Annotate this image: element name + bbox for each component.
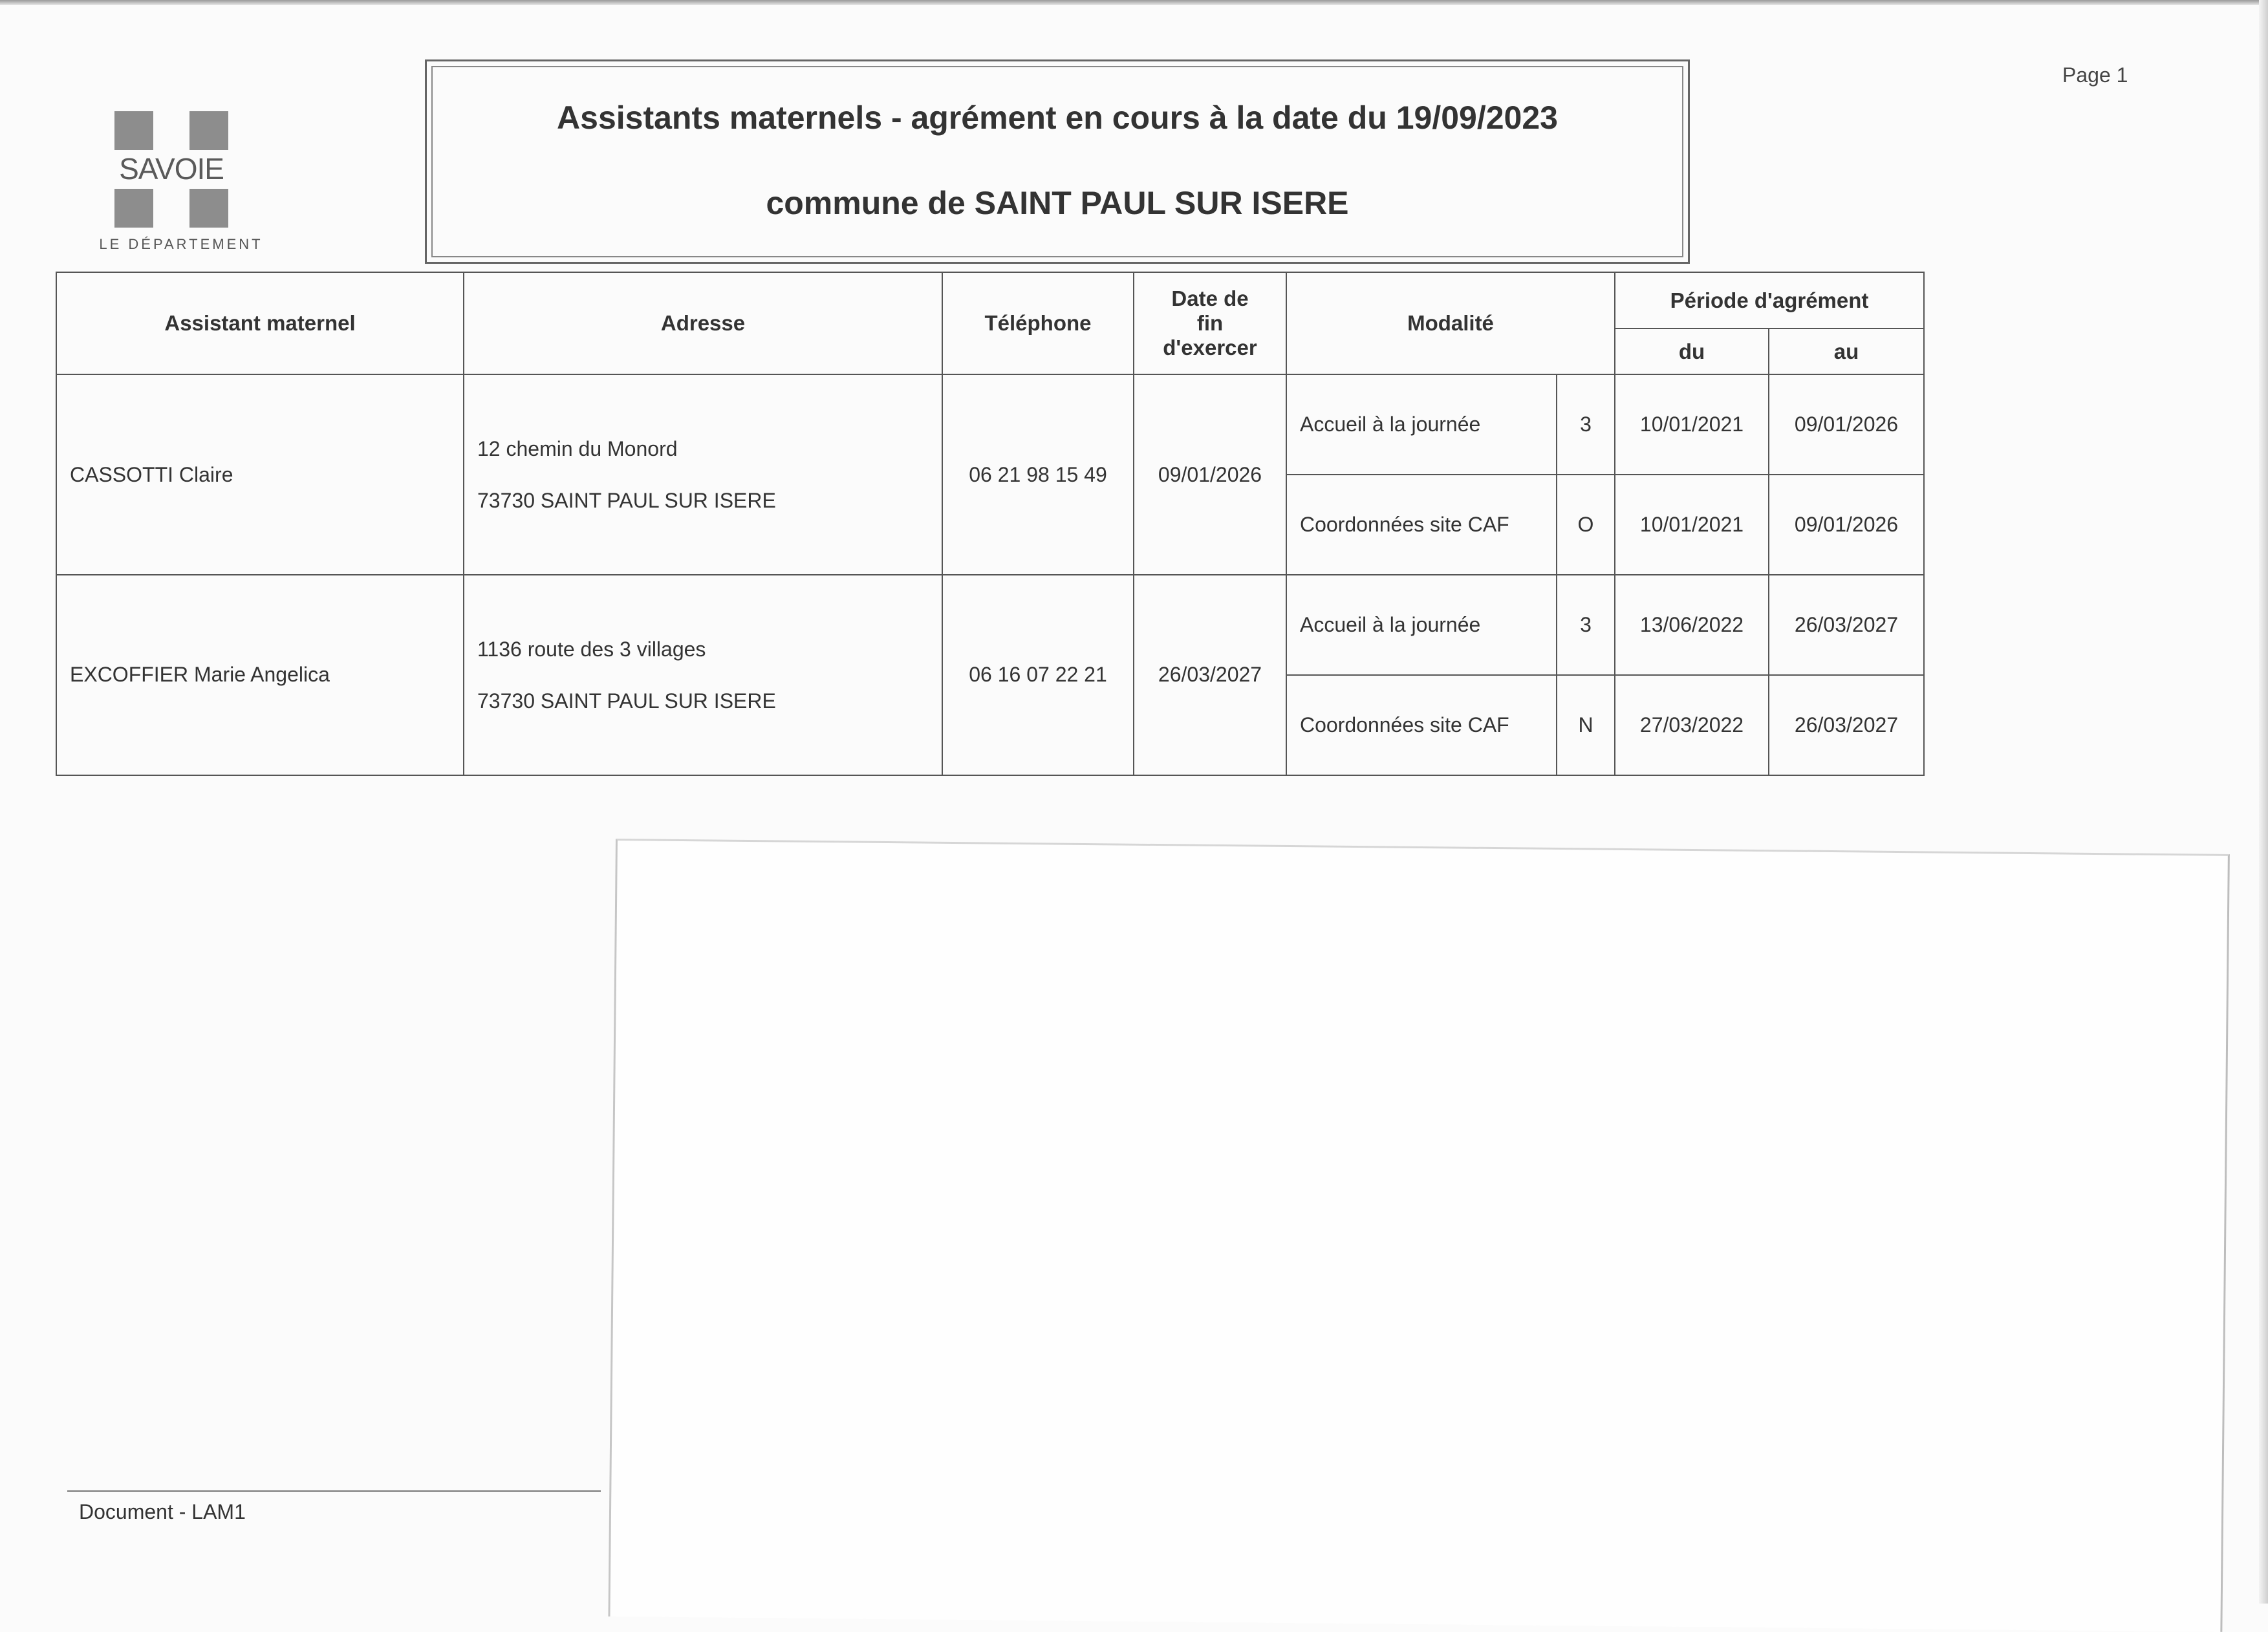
document-title: Assistants maternels - agrément en cours à la date du 19/09/2023	[557, 100, 1558, 136]
table-row	[56, 374, 1924, 475]
period-start: 27/03/2022	[1615, 675, 1769, 775]
modalite-label: Accueil à la journée	[1286, 575, 1557, 675]
address-line-2: 73730 SAINT PAUL SUR ISERE	[477, 489, 776, 512]
header-modalite: Modalité	[1286, 272, 1615, 374]
blank-overlapping-sheet	[608, 839, 2229, 1632]
end-date-cell: 09/01/2026	[1134, 374, 1286, 575]
period-start: 10/01/2021	[1615, 374, 1769, 475]
modalite-code: O	[1557, 475, 1615, 575]
header-date-fin-line1: Date de	[1171, 286, 1249, 310]
assistant-name: CASSOTTI Claire	[56, 374, 464, 575]
assistant-name: EXCOFFIER Marie Angelica	[56, 575, 464, 775]
commune-title: commune de SAINT PAUL SUR ISERE	[766, 185, 1349, 221]
logo-square-bottom-left	[114, 189, 153, 228]
scan-edge-top	[0, 0, 2268, 5]
logo-name: SAVOIE	[119, 152, 224, 186]
savoie-logo	[97, 107, 272, 262]
modalite-code: 3	[1557, 575, 1615, 675]
title-box	[425, 59, 1690, 264]
modalite-label: Accueil à la journée	[1286, 374, 1557, 475]
period-end: 09/01/2026	[1769, 374, 1924, 475]
scan-edge-right	[2259, 0, 2268, 1604]
address-line-1: 1136 route des 3 villages	[477, 637, 706, 661]
header-row-1	[56, 272, 1924, 328]
address-cell	[464, 374, 942, 575]
logo-square-top-right	[189, 111, 228, 150]
period-end: 09/01/2026	[1769, 475, 1924, 575]
assistants-table	[56, 272, 1925, 776]
header-date-fin-line3: d'exercer	[1163, 336, 1257, 360]
header-periode: Période d'agrément	[1615, 272, 1924, 328]
modalite-code: 3	[1557, 374, 1615, 475]
modalite-label: Coordonnées site CAF	[1286, 675, 1557, 775]
modalite-code: N	[1557, 675, 1615, 775]
end-date-cell: 26/03/2027	[1134, 575, 1286, 775]
footer-rule	[67, 1490, 601, 1492]
page-number: Page 1	[2062, 63, 2128, 87]
period-start: 10/01/2021	[1615, 475, 1769, 575]
header-date-fin-line2: fin	[1196, 311, 1224, 335]
header-assistant: Assistant maternel	[56, 272, 464, 374]
title-box-inner-border	[431, 66, 1683, 257]
logo-square-bottom-right	[189, 189, 228, 228]
modalite-label: Coordonnées site CAF	[1286, 475, 1557, 575]
period-end: 26/03/2027	[1769, 575, 1924, 675]
address-line-1: 12 chemin du Monord	[477, 437, 678, 460]
header-adresse: Adresse	[464, 272, 942, 374]
logo-subtitle: LE DÉPARTEMENT	[99, 236, 263, 252]
header-au: au	[1769, 328, 1924, 374]
phone-cell: 06 21 98 15 49	[942, 374, 1134, 575]
period-end: 26/03/2027	[1769, 675, 1924, 775]
logo-square-top-left	[114, 111, 153, 150]
address-cell	[464, 575, 942, 775]
document-label: Document - LAM1	[79, 1500, 246, 1523]
header-du: du	[1615, 328, 1769, 374]
table-row	[56, 575, 1924, 675]
address-line-2: 73730 SAINT PAUL SUR ISERE	[477, 689, 776, 713]
period-start: 13/06/2022	[1615, 575, 1769, 675]
header-date-fin	[1134, 272, 1286, 374]
phone-cell: 06 16 07 22 21	[942, 575, 1134, 775]
header-telephone: Téléphone	[942, 272, 1134, 374]
